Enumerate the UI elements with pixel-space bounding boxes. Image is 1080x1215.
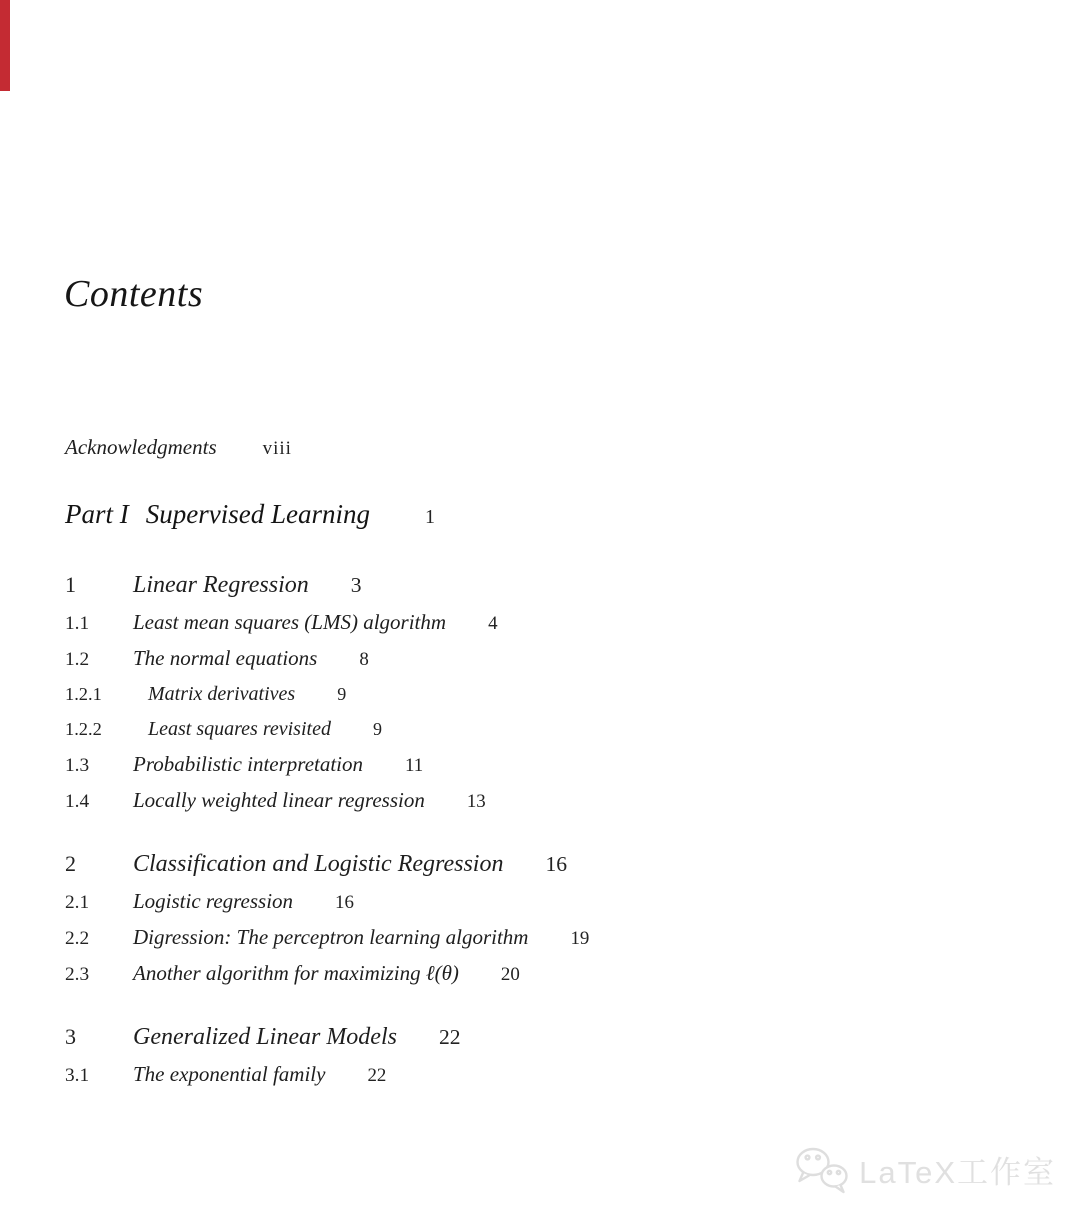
red-edge-indicator-bar xyxy=(0,0,10,91)
entry-number: 3 xyxy=(65,1024,77,1049)
toc-entry-list xyxy=(65,565,705,1093)
toc-entry xyxy=(65,783,705,819)
entry-title: Matrix derivatives xyxy=(148,683,296,705)
entry-page-number: 4 xyxy=(488,613,498,634)
toc-entry xyxy=(65,712,705,747)
entry-title: Least mean squares (LMS) algorithm xyxy=(133,610,447,634)
entry-title: Locally weighted linear regression xyxy=(133,788,425,812)
entry-page-number: 16 xyxy=(545,852,568,876)
entry-number: 2.1 xyxy=(65,892,90,913)
entry-number: 2 xyxy=(65,851,77,876)
toc-entry-front-matter xyxy=(65,430,705,466)
toc-entry xyxy=(65,1017,705,1057)
watermark-text: LaTeX工作室 xyxy=(859,1154,1056,1190)
watermark xyxy=(790,1143,1056,1195)
toc-entry xyxy=(65,641,705,677)
entry-page-number: 13 xyxy=(466,791,486,812)
entry-page-number: 19 xyxy=(570,928,590,949)
entry-number: 1.2 xyxy=(65,649,90,670)
toc-entry xyxy=(65,884,705,920)
entry-title: Probabilistic interpretation xyxy=(133,752,364,776)
entry-page-number: 8 xyxy=(359,649,369,670)
entry-title: The normal equations xyxy=(133,646,318,670)
entry-page-number: 1 xyxy=(424,506,435,528)
entry-title: Linear Regression xyxy=(133,572,309,598)
entry-number: 1.4 xyxy=(65,791,90,812)
entry-title: The exponential family xyxy=(133,1062,326,1086)
entry-number: 1.3 xyxy=(65,755,90,776)
entry-title: Another algorithm for maximizing ℓ(θ) xyxy=(133,961,459,985)
table-of-contents xyxy=(65,430,705,1093)
toc-entry xyxy=(65,677,705,712)
entry-title: Generalized Linear Models xyxy=(133,1024,397,1050)
entry-number: 3.1 xyxy=(65,1065,90,1086)
entry-title: Classification and Logistic Regression xyxy=(133,851,504,877)
entry-page-number: 20 xyxy=(500,964,520,985)
part-label: Part I xyxy=(65,499,129,529)
entry-page-number: 22 xyxy=(438,1025,461,1049)
entry-page-number: 22 xyxy=(367,1065,387,1086)
toc-entry xyxy=(65,605,705,641)
entry-page-number: 16 xyxy=(335,892,354,913)
entry-page-number: viii xyxy=(262,438,292,459)
entry-page-number: 3 xyxy=(350,573,362,597)
entry-title: Digression: The perceptron learning algorithm xyxy=(133,925,529,949)
page-title: Contents xyxy=(64,273,204,315)
entry-title: Least squares revisited xyxy=(148,718,331,740)
toc-entry xyxy=(65,565,705,605)
entry-number: 2.3 xyxy=(65,964,90,985)
part-title: Supervised Learning xyxy=(145,499,370,529)
entry-number: 2.2 xyxy=(65,928,90,949)
toc-entry xyxy=(65,747,705,783)
entry-number: 1.1 xyxy=(65,613,90,634)
wechat-icon xyxy=(790,1143,854,1195)
toc-entry xyxy=(65,844,705,884)
toc-entry xyxy=(65,1057,705,1093)
entry-number: 1.2.2 xyxy=(65,719,102,739)
entry-page-number: 11 xyxy=(405,755,424,776)
entry-number: 1 xyxy=(65,572,77,597)
toc-entry-part xyxy=(65,492,705,540)
entry-number: 1.2.1 xyxy=(65,684,102,704)
toc-entry xyxy=(65,956,705,992)
entry-title: Logistic regression xyxy=(133,889,294,913)
entry-title: Acknowledgments xyxy=(65,435,217,459)
entry-page-number: 9 xyxy=(372,719,382,739)
toc-entry xyxy=(65,920,705,956)
entry-page-number: 9 xyxy=(337,684,347,704)
